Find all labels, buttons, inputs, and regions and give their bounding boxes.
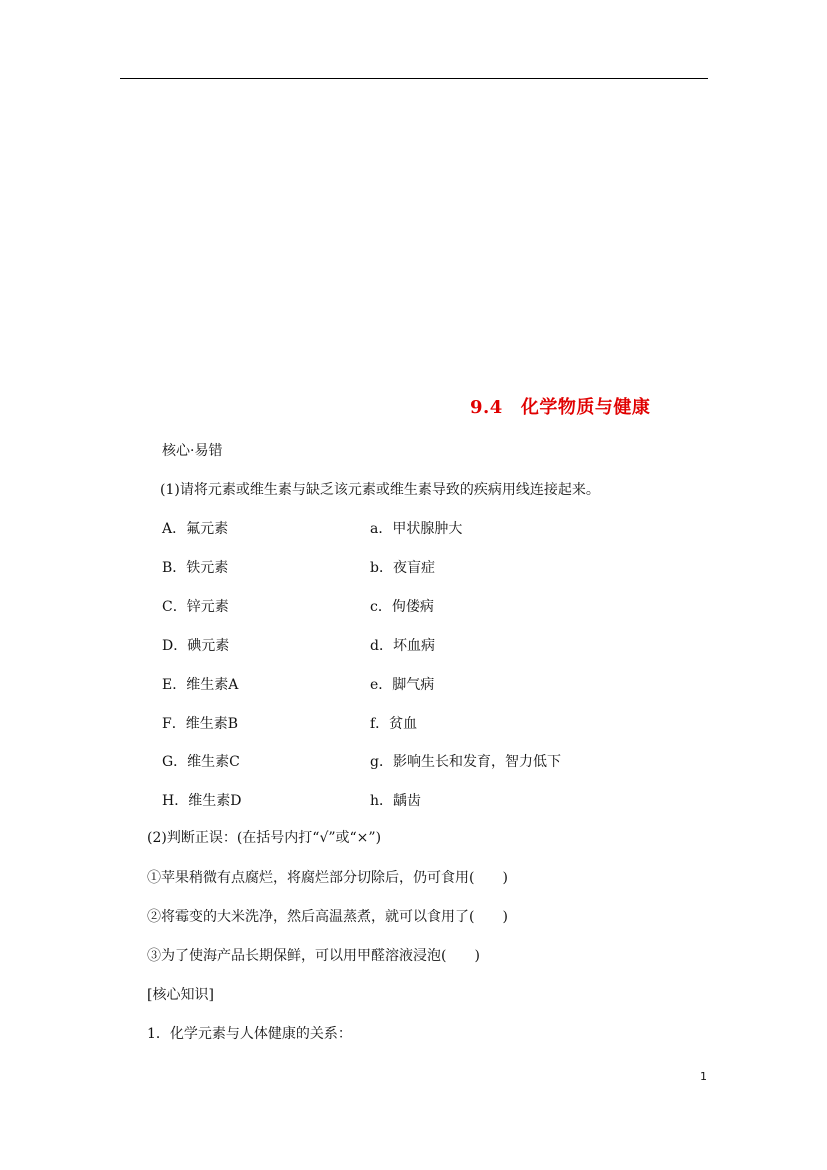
match-left-item: A．氟元素	[162, 521, 229, 537]
core-knowledge-label: [核心知识]	[147, 987, 214, 1003]
section-title	[470, 393, 650, 419]
page-number: 1	[700, 1070, 707, 1083]
match-left-item: H．维生素D	[162, 793, 242, 809]
match-left-item: C．锌元素	[162, 599, 229, 615]
match-right-item: a．甲状腺肿大	[370, 521, 463, 537]
judgment-item: ③为了使海产品长期保鲜，可以用甲醛溶液浸泡( )	[147, 948, 480, 964]
knowledge-item: 1．化学元素与人体健康的关系：	[147, 1026, 352, 1042]
match-right-item: d．坏血病	[370, 638, 435, 654]
judgment-item: ②将霉变的大米洗净，然后高温蒸煮，就可以食用了( )	[147, 909, 508, 925]
match-right-item: e．脚气病	[370, 677, 435, 693]
match-right-item: c．佝偻病	[370, 599, 434, 615]
match-left-item: B．铁元素	[162, 560, 229, 576]
judgment-item: ①苹果稍微有点腐烂，将腐烂部分切除后，仍可食用( )	[147, 870, 508, 886]
question-1-prompt: (1)请将元素或维生素与缺乏该元素或维生素导致的疾病用线连接起来。	[160, 482, 600, 498]
match-left-item: G．维生素C	[162, 754, 240, 770]
question-2-prompt: (2)判断正误：(在括号内打“√”或“×”)	[147, 830, 382, 846]
match-right-item: f．贫血	[370, 716, 418, 732]
match-right-item: h．龋齿	[370, 793, 422, 809]
section-number: 9.4	[470, 397, 503, 418]
section-title-text: 化学物质与健康	[520, 397, 651, 418]
match-left-item: E．维生素A	[162, 677, 239, 693]
match-right-item: b．夜盲症	[370, 560, 435, 576]
core-errors-label: 核心·易错	[162, 443, 223, 459]
match-right-item: g．影响生长和发育，智力低下	[370, 754, 561, 770]
header-rule	[120, 78, 708, 79]
match-left-item: D．碘元素	[162, 638, 230, 654]
match-left-item: F．维生素B	[162, 716, 239, 732]
